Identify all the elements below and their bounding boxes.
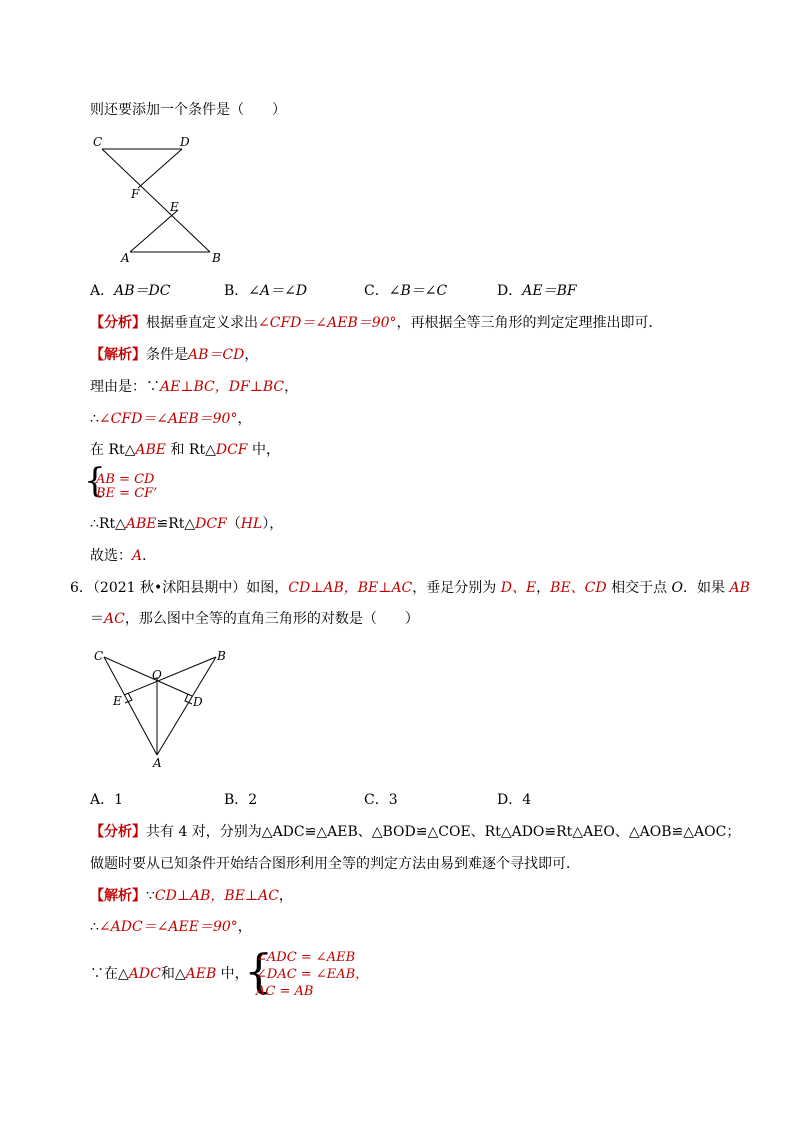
q6-solution-line2: [90, 918, 252, 936]
q6-option-d[interactable]: [497, 791, 531, 809]
q5-analysis-p2: ，再根据全等三角形的判定定理推出即可．: [396, 315, 663, 331]
q5-label-f: F: [131, 187, 140, 201]
q6-stem-b: CD⊥AB，BE⊥AC: [288, 580, 413, 596]
q5-solution-line5: [90, 515, 283, 533]
q6-sol-l1-text: ∵: [146, 888, 155, 904]
q6-solution-tag: 【解析】: [90, 888, 146, 904]
q6-system-line2: ∠DAC = ∠EAB，: [256, 967, 369, 982]
q5-sol-l4-b: ABE: [135, 442, 167, 458]
q5-system-line1: AB = CD: [96, 472, 155, 487]
q6-system-line1: ∠ADC = ∠AEB: [256, 950, 356, 965]
q6-label-d: D: [193, 695, 203, 709]
q6-option-a-text: 1: [114, 792, 124, 808]
q5-solution-line1: [90, 346, 258, 364]
q6-option-b[interactable]: [224, 791, 257, 809]
q6-stem2-b: AC: [104, 611, 125, 627]
q5-label-b: B: [212, 251, 221, 265]
q5-label-c: C: [93, 135, 103, 149]
q6-analysis-tag: 【分析】: [90, 824, 146, 840]
q5-analysis-tag: 【分析】: [90, 315, 146, 331]
q5-option-a[interactable]: [90, 282, 170, 300]
q5-sol-l5-e: （: [226, 516, 241, 532]
q5-sol-l5-g: ），: [262, 516, 284, 532]
q6-stem-j: AB: [729, 580, 750, 596]
q6-label-a: A: [153, 756, 162, 770]
q5-solution-line4: [90, 441, 280, 459]
q6-stem-line2: [90, 610, 419, 628]
q5-option-b-text: ∠A＝∠D: [248, 283, 308, 299]
q6-system-brace: {: [244, 944, 274, 998]
q5-sol-l4-e: 中，: [247, 442, 280, 458]
q5-system-line2: BE = CF’: [96, 486, 158, 501]
q5-stem: [90, 101, 286, 119]
q5-sol-l4-d: DCF: [215, 442, 248, 458]
q6-stem-i: ．如果: [683, 580, 730, 596]
q6-stem-d: D、E: [500, 580, 537, 596]
q6-stem-h: O: [671, 580, 684, 596]
q6-sol-l3-d: AEB: [185, 966, 217, 982]
q5-option-d[interactable]: [497, 282, 577, 300]
q6-label-c: C: [94, 649, 104, 663]
q6-stem2-c: ，那么图中全等的直角三角形的对数是（ ）: [124, 611, 419, 627]
q5-option-d-letter: D．: [497, 283, 523, 299]
q5-sol-l1-math: AB＝CD: [188, 347, 245, 363]
q5-sol-l1-text: 条件是: [146, 347, 188, 363]
q6-sol-l1-end: ，: [278, 888, 293, 904]
q6-seg-ca: [104, 657, 157, 755]
q5-sol-l3-math: ∠CFD＝∠AEB＝90°: [98, 411, 238, 427]
q6-stem-c: ，垂足分别为: [412, 580, 501, 596]
q6-option-a-letter: A．: [90, 792, 115, 808]
q6-solution-line3: [90, 965, 249, 983]
q6-stem-line1: [70, 579, 750, 597]
q6-analysis-line1: [90, 823, 740, 841]
q6-option-c-letter: C．: [364, 792, 389, 808]
q5-seg-cb: [102, 149, 210, 252]
q5-sol-l3-end: ，: [237, 411, 252, 427]
q5-sol-l5-b: ABE: [125, 516, 157, 532]
q5-sol-l5-f: HL: [240, 516, 263, 532]
q5-seg-ae: [130, 210, 178, 252]
q5-sol-l5-d: DCF: [195, 516, 227, 532]
q6-sol-l2-math: ∠ADC＝∠AEE＝90°: [98, 919, 238, 935]
q5-sol-l5-a: ∴Rt△: [90, 516, 126, 532]
q5-option-c-text: ∠B＝∠C: [388, 283, 448, 299]
q5-analysis-p1: 根据垂直定义求出: [146, 315, 258, 331]
q5-system-brace: {: [84, 461, 106, 501]
q6-analysis-l2: 做题时要从已知条件开始结合图形利用全等的判定方法由易到难逐个寻找即可．: [90, 856, 580, 872]
q5-sol-l2-text: 理由是：∵: [90, 379, 160, 395]
q5-sol-l3-text: ∴: [90, 411, 99, 427]
q5-analysis-math: ∠CFD＝∠AEB＝90°: [258, 315, 397, 331]
q6-figure: [88, 645, 238, 775]
q6-label-e: E: [113, 694, 122, 708]
q5-figure: [88, 130, 228, 265]
q5-solution-line3: [90, 410, 251, 428]
q6-source: （2021 秋•沭阳县期中）: [92, 580, 247, 596]
q5-sol-l6-end: ．: [142, 548, 157, 564]
q5-option-c[interactable]: [364, 282, 447, 300]
q5-option-d-text: AE＝BF: [522, 283, 577, 299]
q6-sol-l2-end: ，: [237, 919, 252, 935]
q5-label-a: A: [121, 251, 130, 265]
q6-option-b-text: 2: [248, 792, 258, 808]
q5-sol-l4-a: 在 Rt△: [90, 442, 136, 458]
q6-sol-l3-c: 和△: [160, 966, 186, 982]
q6-label-b: B: [217, 649, 226, 663]
q6-sol-l3-b: ADC: [128, 966, 161, 982]
q5-sol-l2-end: ，: [284, 379, 299, 395]
q5-analysis: [90, 314, 663, 332]
q6-option-c[interactable]: [364, 791, 398, 809]
q5-label-e: E: [170, 200, 179, 214]
q6-number: 6．: [70, 580, 93, 596]
q6-option-d-letter: D．: [497, 792, 523, 808]
q5-solution-line6: [90, 547, 156, 565]
q5-sol-l2-math: AE⊥BC，DF⊥BC: [160, 379, 285, 395]
q6-option-d-text: 4: [522, 792, 532, 808]
q5-sol-l1-end: ，: [244, 347, 259, 363]
q5-sol-l5-c: ≌Rt△: [156, 516, 196, 532]
q5-sol-l6-math: A: [132, 548, 143, 564]
q6-seg-ba: [157, 657, 216, 755]
q6-sol-l3-e: 中，: [216, 966, 249, 982]
q6-stem2-a: ＝: [90, 611, 104, 627]
q6-sol-l2-text: ∴: [90, 919, 99, 935]
q5-solution-line2: [90, 378, 298, 396]
q6-sol-l1-math: CD⊥AB，BE⊥AC: [154, 888, 279, 904]
q6-option-b-letter: B．: [224, 792, 249, 808]
q5-option-b[interactable]: [224, 282, 307, 300]
q6-system-line3: AC = AB: [256, 984, 314, 999]
q5-stem-text: 则还要添加一个条件是（ ）: [90, 102, 286, 118]
q6-option-c-text: 3: [388, 792, 398, 808]
q5-option-a-letter: A．: [90, 283, 115, 299]
q6-seg-cd: [104, 657, 192, 696]
q6-label-o: O: [152, 668, 162, 682]
q6-analysis-line2: [90, 855, 580, 873]
q5-label-d: D: [180, 135, 190, 149]
q5-sol-l6-text: 故选：: [90, 548, 132, 564]
q6-stem-g: 相交于点: [606, 580, 672, 596]
q6-sol-l3-a: ∵在△: [90, 966, 129, 982]
q5-seg-df: [138, 149, 182, 188]
q6-stem-e: ，: [536, 580, 551, 596]
q5-sol-l4-c: 和 Rt△: [166, 442, 216, 458]
q6-option-a[interactable]: [90, 791, 123, 809]
q6-stem-f: BE、CD: [550, 580, 607, 596]
q5-option-b-letter: B．: [224, 283, 249, 299]
q6-stem-a: 如图，: [246, 580, 289, 596]
q6-seg-be: [124, 657, 216, 695]
q5-option-c-letter: C．: [364, 283, 389, 299]
q5-solution-tag: 【解析】: [90, 347, 146, 363]
q5-option-a-text: AB＝DC: [114, 283, 171, 299]
q6-solution-line1: [90, 887, 293, 905]
q6-analysis-l1: 共有 4 对，分别为△ADC≌△AEB、△BOD≌△COE、Rt△ADO≌Rt△AEO、△AOB≌△AOC；: [146, 824, 741, 840]
